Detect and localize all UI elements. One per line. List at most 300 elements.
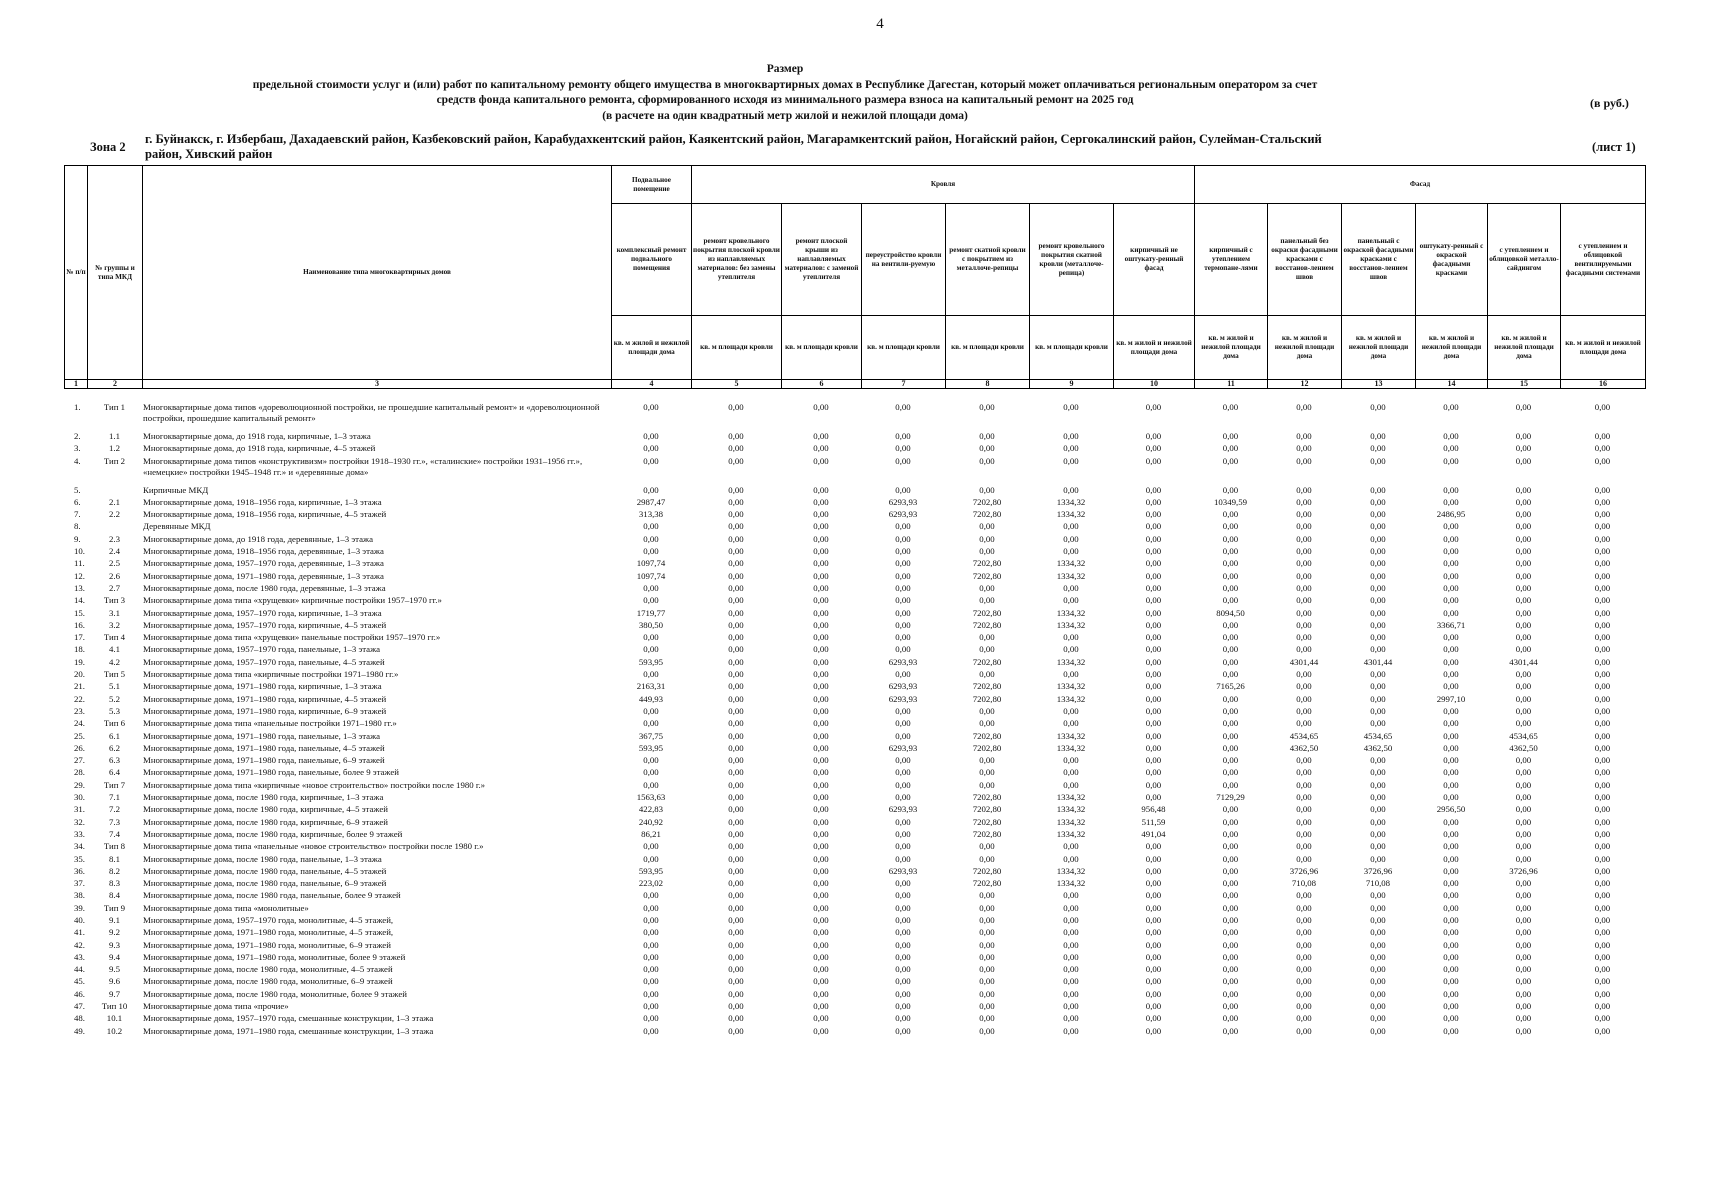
row-value: 0,00 [728,693,744,704]
row-number: 34. [74,841,85,852]
row-value: 0,00 [895,890,911,901]
row-value: 7202,80 [972,828,1002,839]
row-value: 7202,80 [972,865,1002,876]
row-value: 1334,32 [1056,619,1086,630]
row-value: 1334,32 [1056,828,1086,839]
row-value: 0,00 [813,976,829,987]
header-column-number: 11 [1195,380,1268,389]
row-value: 4534,65 [1363,730,1393,741]
row-value: 0,00 [1296,669,1312,680]
row-value: 0,00 [1443,402,1459,412]
row-value: 0,00 [1145,988,1162,999]
row-value: 0,00 [1594,853,1611,864]
row-value: 0,00 [728,804,744,815]
row-value: 0,00 [1145,558,1162,569]
row-value: 10349,59 [1214,496,1247,507]
row-value: 0,00 [1594,902,1611,913]
row-value: 0,00 [979,1001,995,1012]
row-value: 0,00 [979,755,995,766]
row-group: 3.1 [109,607,120,618]
row-value: 0,00 [1443,767,1459,778]
row-value: 0,00 [895,558,911,569]
row-value: 0,00 [1296,619,1312,630]
table-row [64,644,1645,656]
row-number: 14. [74,595,85,606]
row-value: 0,00 [895,607,911,618]
row-value: 0,00 [1296,841,1312,852]
row-value: 0,00 [1145,792,1162,803]
row-group [87,521,142,533]
row-value: 0,00 [1145,705,1162,716]
row-name: Многоквартирные дома, после 1980 года, кирпичные, более 9 этажей [143,828,403,839]
row-value: 0,00 [813,988,829,999]
row-value: 0,00 [1370,1013,1386,1024]
row-group: 2.1 [109,496,120,507]
row-value: 0,00 [1296,496,1312,507]
row-group: 2.5 [109,558,120,569]
row-value: 0,00 [1594,1013,1611,1024]
header-column-number: 7 [862,380,946,389]
row-value: 0,00 [1515,878,1532,889]
row-value: 4534,65 [1509,730,1538,741]
row-value: 0,00 [1145,484,1162,495]
table-row [64,443,1645,455]
header-column-number: 8 [946,380,1030,389]
row-value: 0,00 [1594,431,1611,441]
row-value: 0,00 [1145,742,1162,753]
row-value: 0,00 [1063,914,1079,925]
row-value: 0,00 [1145,718,1162,729]
row-value: 0,00 [1370,841,1386,852]
row-value: 0,00 [1145,779,1162,790]
header-work-title: оштукату-ренный с окраской фасадными красками [1416,204,1488,316]
row-group: Тип 2 [103,455,126,466]
row-value: 0,00 [979,951,995,962]
row-value: 0,00 [1370,546,1386,557]
row-value: 86,21 [641,828,661,839]
table-row [64,546,1645,558]
row-value: 1334,32 [1056,693,1086,704]
row-value: 0,00 [1063,1025,1079,1036]
row-name: Многоквартирные дома типов «конструктивизм» постройки 1918–1930 гг.», «сталинские» постройки 1931–1956 гг.», «немецкие» постройки 1945–1948 гг.» и «деревянные дома» [143,455,583,477]
row-value: 0,00 [728,632,744,643]
row-value: 0,00 [1222,644,1239,655]
row-value: 0,00 [728,644,744,655]
row-value: 0,00 [979,582,995,593]
row-value: 0,00 [1594,964,1611,975]
row-value: 0,00 [1370,595,1386,606]
row-value: 0,00 [1145,865,1162,876]
row-number: 43. [74,951,85,962]
row-value: 0,00 [1370,828,1386,839]
row-value: 3366,71 [1436,619,1466,630]
row-value: 0,00 [1515,681,1532,692]
row-group: 2.4 [109,546,120,557]
header-unit: кв. м жилой и нежилой площади дома [1195,316,1268,380]
row-value: 0,00 [1594,976,1611,987]
row-group: 7.2 [109,804,120,815]
row-value: 7165,26 [1216,681,1245,692]
row-value: 0,00 [1296,755,1312,766]
row-value: 0,00 [895,402,911,412]
row-value: 0,00 [643,632,659,643]
row-value: 0,00 [813,521,829,532]
header-unit: кв. м площади кровли [862,316,946,380]
row-number: 7. [74,509,81,520]
row-value: 1334,32 [1056,804,1086,815]
row-value: 0,00 [813,443,829,454]
table-row [64,903,1645,915]
row-value: 0,00 [1515,828,1532,839]
row-value: 7202,80 [972,570,1002,581]
row-value: 0,00 [1594,742,1611,753]
row-value: 0,00 [728,484,744,495]
row-value: 0,00 [1063,443,1079,454]
row-value: 0,00 [1063,890,1079,901]
row-value: 0,00 [1594,521,1611,532]
row-value: 0,00 [728,521,744,532]
row-value: 0,00 [728,902,744,913]
row-value: 0,00 [1222,730,1239,741]
row-value: 0,00 [1515,927,1532,938]
row-value: 4301,44 [1509,656,1538,667]
row-value: 0,00 [1296,816,1312,827]
row-number: 21. [74,681,85,692]
row-value: 0,00 [1443,484,1459,495]
row-name: Многоквартирные дома, 1971–1980 года, панельные, 4–5 этажей [143,742,385,753]
row-name: Многоквартирные дома, 1971–1980 года, кирпичные, 4–5 этажей [143,693,387,704]
row-value: 0,00 [1145,976,1162,987]
row-value: 2486,95 [1436,509,1466,520]
row-value: 0,00 [1222,533,1239,544]
row-value: 0,00 [979,443,995,454]
row-value: 0,00 [1443,558,1459,569]
row-value: 1334,32 [1056,656,1086,667]
row-value: 0,00 [1063,964,1079,975]
row-number: 48. [74,1013,85,1024]
table-row [64,632,1645,644]
row-group: 7.1 [109,792,120,803]
table-row [64,841,1645,853]
table-row [64,1001,1645,1013]
row-value: 0,00 [1515,644,1532,655]
row-group: 6.3 [109,755,120,766]
row-value: 0,00 [813,951,829,962]
row-value: 0,00 [1063,718,1079,729]
row-value: 0,00 [643,767,659,778]
row-value: 0,00 [979,927,995,938]
row-group: 4.2 [109,656,120,667]
row-value: 0,00 [813,570,829,581]
row-value: 0,00 [895,582,911,593]
header-unit: кв. м жилой и нежилой площади дома [1268,316,1342,380]
row-value: 0,00 [1222,902,1239,913]
row-value: 0,00 [1145,595,1162,606]
row-value: 0,00 [813,964,829,975]
row-value: 0,00 [895,755,911,766]
row-name: Многоквартирные дома, после 1980 года, кирпичные, 1–3 этажа [143,792,384,803]
row-group: 4.1 [109,644,120,655]
header-unit: кв. м жилой и нежилой площади дома [1488,316,1561,380]
row-name: Многоквартирные дома, 1957–1970 года, деревянные, 1–3 этажа [143,558,384,569]
header-column-number: 5 [692,380,782,389]
row-number: 19. [74,656,85,667]
row-value: 0,00 [1370,779,1386,790]
table-row [64,558,1645,570]
header-column-number: 2 [88,380,143,389]
row-value: 0,00 [813,607,829,618]
row-number: 11. [74,558,85,569]
row-value: 0,00 [1063,902,1079,913]
row-value: 4301,44 [1363,656,1393,667]
row-value: 0,00 [643,755,659,766]
row-value: 0,00 [979,853,995,864]
row-value: 0,00 [1222,914,1239,925]
row-value: 0,00 [1222,443,1239,454]
row-value: 0,00 [728,533,744,544]
row-value: 7202,80 [972,496,1002,507]
row-value: 223,02 [638,878,664,889]
row-value: 0,00 [979,1025,995,1036]
row-value: 0,00 [728,890,744,901]
row-value: 0,00 [1145,1025,1162,1036]
row-value: 7202,80 [972,619,1002,630]
row-value: 0,00 [1443,496,1459,507]
row-value: 0,00 [1222,853,1239,864]
row-value: 0,00 [895,976,911,987]
row-name: Многоквартирные дома, после 1980 года, кирпичные, 4–5 этажей [143,804,388,815]
row-group: Тип 10 [101,1001,128,1012]
row-value: 0,00 [1063,431,1079,441]
row-value: 0,00 [1443,681,1459,692]
row-value: 0,00 [1443,951,1459,962]
row-value: 0,00 [643,705,659,716]
row-value: 0,00 [728,742,744,753]
row-value: 0,00 [895,828,911,839]
header-group-facade: Фасад [1195,166,1646,204]
row-value: 0,00 [728,878,744,889]
row-value: 0,00 [813,595,829,606]
row-value: 0,00 [1515,546,1532,557]
row-value: 0,00 [895,951,911,962]
row-value: 0,00 [1594,939,1611,950]
row-name: Многоквартирные дома, до 1918 года, кирпичные, 1–3 этажа [143,431,371,441]
row-value: 7129,29 [1216,792,1245,803]
row-value: 0,00 [1594,816,1611,827]
row-value: 0,00 [1063,976,1079,987]
row-value: 0,00 [1594,927,1611,938]
row-value: 0,00 [1443,878,1459,889]
row-value: 0,00 [1145,570,1162,581]
header-column-number: 14 [1416,380,1488,389]
row-value: 593,95 [638,656,664,667]
row-value: 0,00 [1222,951,1239,962]
row-value: 0,00 [1515,951,1532,962]
row-value: 0,00 [1296,595,1312,606]
row-number: 23. [74,705,85,716]
row-value: 0,00 [1296,431,1312,441]
row-number: 30. [74,792,85,803]
row-value: 0,00 [728,681,744,692]
row-value: 7202,80 [972,558,1002,569]
table-row [64,964,1645,976]
row-value: 0,00 [813,828,829,839]
row-value: 0,00 [1145,914,1162,925]
row-value: 0,00 [1296,828,1312,839]
row-value: 6293,93 [888,865,918,876]
row-value: 0,00 [1370,718,1386,729]
row-value: 0,00 [895,431,911,441]
row-value: 0,00 [728,656,744,667]
row-value: 0,00 [728,402,744,412]
row-value: 0,00 [895,730,911,741]
row-value: 0,00 [1370,632,1386,643]
row-value: 0,00 [895,570,911,581]
table-row [64,804,1645,816]
row-value: 0,00 [813,927,829,938]
row-value: 0,00 [728,1013,744,1024]
row-number: 15. [74,607,85,618]
row-value: 0,00 [1222,619,1239,630]
row-value: 0,00 [728,976,744,987]
row-value: 0,00 [728,755,744,766]
row-value: 0,00 [1515,619,1532,630]
row-number: 12. [74,570,85,581]
row-value: 2987,47 [636,496,666,507]
row-value: 0,00 [1443,841,1459,852]
row-value: 0,00 [979,595,995,606]
row-value: 0,00 [1145,669,1162,680]
table-row [64,669,1645,681]
row-value: 0,00 [1443,964,1459,975]
row-value: 7202,80 [972,878,1002,889]
row-value: 0,00 [1443,570,1459,581]
row-value: 0,00 [1296,570,1312,581]
row-value: 380,50 [638,619,664,630]
table-row [64,608,1645,620]
row-name: Многоквартирные дома, после 1980 года, панельные, 1–3 этажа [143,853,382,864]
row-value: 0,00 [979,644,995,655]
row-group: 2.3 [109,533,120,544]
row-value: 0,00 [813,890,829,901]
row-value: 0,00 [1063,705,1079,716]
row-value: 1334,32 [1056,607,1086,618]
row-value: 0,00 [1594,484,1611,495]
row-value: 0,00 [1296,939,1312,950]
row-value: 0,00 [1296,914,1312,925]
header-column-number: 1 [65,380,88,389]
row-value: 0,00 [1443,816,1459,827]
row-group: Тип 5 [103,669,126,680]
row-value: 0,00 [1515,1013,1532,1024]
row-number: 26. [74,742,85,753]
row-value: 0,00 [979,988,995,999]
row-value: 4362,50 [1509,742,1538,753]
table-row [64,681,1645,693]
row-value: 0,00 [895,443,911,454]
row-value: 0,00 [979,632,995,643]
row-value: 1097,74 [636,570,666,581]
row-value: 0,00 [643,669,659,680]
row-value: 0,00 [1370,681,1386,692]
row-value: 1334,32 [1056,730,1086,741]
table-row [64,976,1645,988]
row-value: 0,00 [1063,988,1079,999]
row-value: 0,00 [813,656,829,667]
row-value: 0,00 [1222,718,1239,729]
row-value: 0,00 [895,988,911,999]
row-value: 0,00 [1145,730,1162,741]
header-work-title: комплексный ремонт подвального помещения [612,204,692,316]
row-value: 710,08 [1291,878,1317,889]
row-value: 0,00 [1515,484,1532,495]
row-value: 3726,96 [1509,865,1538,876]
row-number: 27. [74,755,85,766]
row-group: 8.2 [109,865,120,876]
row-group: 7.4 [109,828,120,839]
row-value: 0,00 [1594,804,1611,815]
row-number: 2. [74,431,81,441]
row-value: 0,00 [1145,681,1162,692]
row-value: 0,00 [728,939,744,950]
table-row [64,497,1645,509]
row-value: 0,00 [728,853,744,864]
row-value: 0,00 [1370,890,1386,901]
row-value: 0,00 [1145,402,1162,412]
table-row [64,743,1645,755]
row-value: 0,00 [1296,558,1312,569]
row-value: 0,00 [1145,533,1162,544]
row-value: 0,00 [1222,402,1239,412]
header-work-title: кирпичный с утеплением термопане-лями [1195,204,1268,316]
header-unit: кв. м площади кровли [692,316,782,380]
row-value: 0,00 [1370,902,1386,913]
header-unit: кв. м жилой и нежилой площади дома [1416,316,1488,380]
row-value: 0,00 [1145,546,1162,557]
row-value: 0,00 [1594,705,1611,716]
row-value: 0,00 [643,455,659,466]
row-value: 0,00 [895,964,911,975]
row-value: 0,00 [813,767,829,778]
table-row [64,927,1645,939]
row-value: 0,00 [1443,455,1459,466]
row-value: 0,00 [813,755,829,766]
row-group: 9.7 [109,988,120,999]
row-value: 0,00 [979,779,995,790]
row-value: 0,00 [979,533,995,544]
row-value: 0,00 [1222,521,1239,532]
row-value: 0,00 [1145,939,1162,950]
row-group: 2.2 [109,509,120,520]
row-value: 0,00 [1594,402,1611,412]
row-value: 0,00 [1443,1025,1459,1036]
row-name: Многоквартирные дома, 1918–1956 года, деревянные, 1–3 этажа [143,546,384,557]
row-number: 45. [74,976,85,987]
row-number: 28. [74,767,85,778]
row-value: 0,00 [895,1025,911,1036]
row-name: Многоквартирные дома, 1971–1980 года, деревянные, 1–3 этажа [143,570,384,581]
row-number: 42. [74,939,85,950]
row-value: 0,00 [1145,755,1162,766]
row-value: 0,00 [1296,632,1312,643]
row-value: 0,00 [979,669,995,680]
row-value: 1334,32 [1056,865,1086,876]
row-value: 0,00 [728,431,744,441]
row-value: 0,00 [979,546,995,557]
row-value: 0,00 [1296,1001,1312,1012]
row-value: 0,00 [1443,521,1459,532]
row-value: 7202,80 [972,742,1002,753]
